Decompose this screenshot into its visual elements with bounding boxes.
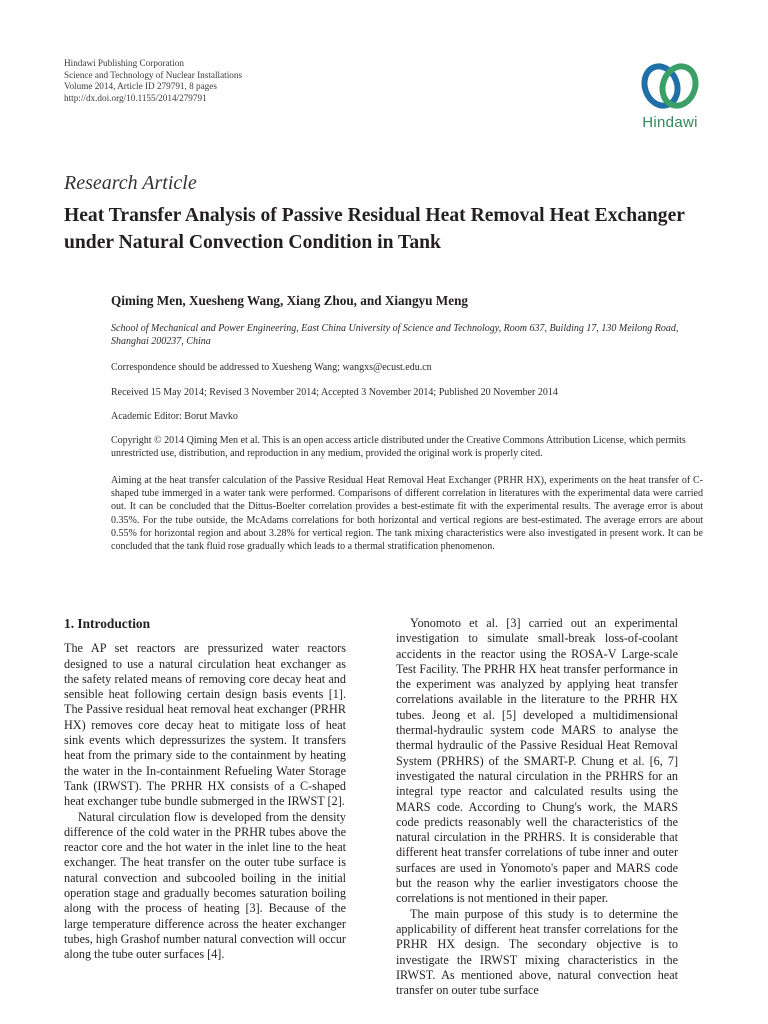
volume-info: Volume 2014, Article ID 279791, 8 pages bbox=[64, 81, 217, 92]
hindawi-wordmark: Hindawi bbox=[642, 114, 698, 131]
body-column-right bbox=[396, 616, 678, 998]
hindawi-logo bbox=[634, 60, 714, 140]
publication-dates: Received 15 May 2014; Revised 3 November 2014; Accepted 3 November 2014; Published 20 November 2014 bbox=[111, 387, 558, 398]
publisher-name: Hindawi Publishing Corporation bbox=[64, 58, 184, 68]
body-paragraph: The AP set reactors are pressurized water reactors designed to use a natural circulation heat exchanger as the safety related means of removing core decay heat and sensible heat following certain design basis events [1]. The Passive residual heat removal heat exchanger (PRHR HX) removes core decay heat to mitigate loss of heat sink events which depressurizes the system. It transfers heat from the primary side to the containment by heating the water in the In-containment Refueling Water Storage Tank (IRWST). The PRHR HX consists of a C-shaped heat exchanger tube bundle submerged in the IRWST [2]. bbox=[64, 641, 346, 809]
author-list: Qiming Men, Xuesheng Wang, Xiang Zhou, and Xiangyu Meng bbox=[111, 293, 468, 308]
body-paragraph: The main purpose of this study is to determine the applicability of different heat transfer correlations for the PRHR HX design. The secondary objective is to investigate the IRWST mixing characteristics in the IRWST. As mentioned above, natural convection heat transfer on outer tube surface bbox=[396, 906, 678, 998]
journal-header bbox=[64, 58, 242, 104]
journal-name: Science and Technology of Nuclear Installations bbox=[64, 69, 243, 80]
doi-link[interactable]: http://dx.doi.org/10.1155/2014/279791 bbox=[64, 92, 207, 103]
academic-editor: Academic Editor: Borut Mavko bbox=[111, 411, 238, 422]
body-paragraph: Natural circulation flow is developed from the density difference of the cold water in the PRHR tubes above the reactor core and the hot water in the inlet line to the heat exchanger. The heat transfer on the outer tube surface is natural convection and subcooled boiling in the initial operation stage and gradually becomes saturation boiling along with the process of heating [3]. Because of the large temperature difference across the heater exchanger tubes, high Grashof number natural convection will occur along the tube outer surfaces [4]. bbox=[64, 809, 346, 962]
section-heading: 1. Introduction bbox=[64, 616, 151, 631]
article-type: Research Article bbox=[64, 172, 197, 194]
copyright-notice: Copyright © 2014 Qiming Men et al. This is an open access article distributed under the Creative Commons Attribution License, which permits unrestricted use, distribution, and reproduction in any medium, provided the original work is properly cited. bbox=[111, 435, 686, 459]
article-title: Heat Transfer Analysis of Passive Residual Heat Removal Heat Exchanger under Natural Convection Condition in Tank bbox=[64, 205, 685, 253]
body-column-left bbox=[64, 616, 346, 963]
body-paragraph: Yonomoto et al. [3] carried out an experimental investigation to simulate small-break loss-of-coolant accidents in the reactor using the ROSA-V Large-scale Test Facility. The PRHR HX heat transfer performance in the experiment was analyzed by applying heat transfer correlations available in the literature to the PRHR HX tubes. Jeong et al. [5] developed a multidimensional thermal-hydraulic system code MARS to analyse the thermal hydraulic of the Passive Residual Heat Removal System (PRHRS) of the SMART-P. Chung et al. [6, 7] investigated the natural circulation in the PRHRS for an integral type reactor and calculated results using the MARS code. According to Chung's work, the MARS code predicts reasonably well the characteristics of the natural circulation in the PRHRS. It is considerable that different heat transfer correlations of tube inner and outer surfaces are used in Yonomoto's paper and MARS code but the reason why the earlier investigators choose the correlations is not mentioned in their paper. bbox=[396, 616, 678, 906]
correspondence: Correspondence should be addressed to Xuesheng Wang; wangxs@ecust.edu.cn bbox=[111, 362, 432, 373]
abstract: Aiming at the heat transfer calculation of the Passive Residual Heat Removal Heat Exchanger (PRHR HX), experiments on the heat transfer of C-shaped tube immerged in a water tank were performed. Comparisons of different correlation in literatures with the experimental data were carried out. It can be concluded that the Dittus-Boelter correlation provides a best-estimate fit with the experimental results. The average error is about 0.35%. For the tube outside, the McAdams correlations for both horizontal and vertical regions are best-estimated. The average errors are about 0.55% for horizontal region and about 3.28% for vertical region. The tank mixing characteristics were also investigated in present work. It can be concluded that the tank fluid rose gradually which leads to a thermal stratification phenomenon. bbox=[111, 475, 703, 553]
affiliation: School of Mechanical and Power Engineering, East China University of Science and Technology, Room 637, Building 17, 130 Meilong Road, Shanghai 200237, China bbox=[111, 323, 679, 347]
hindawi-rings-icon bbox=[638, 60, 702, 112]
